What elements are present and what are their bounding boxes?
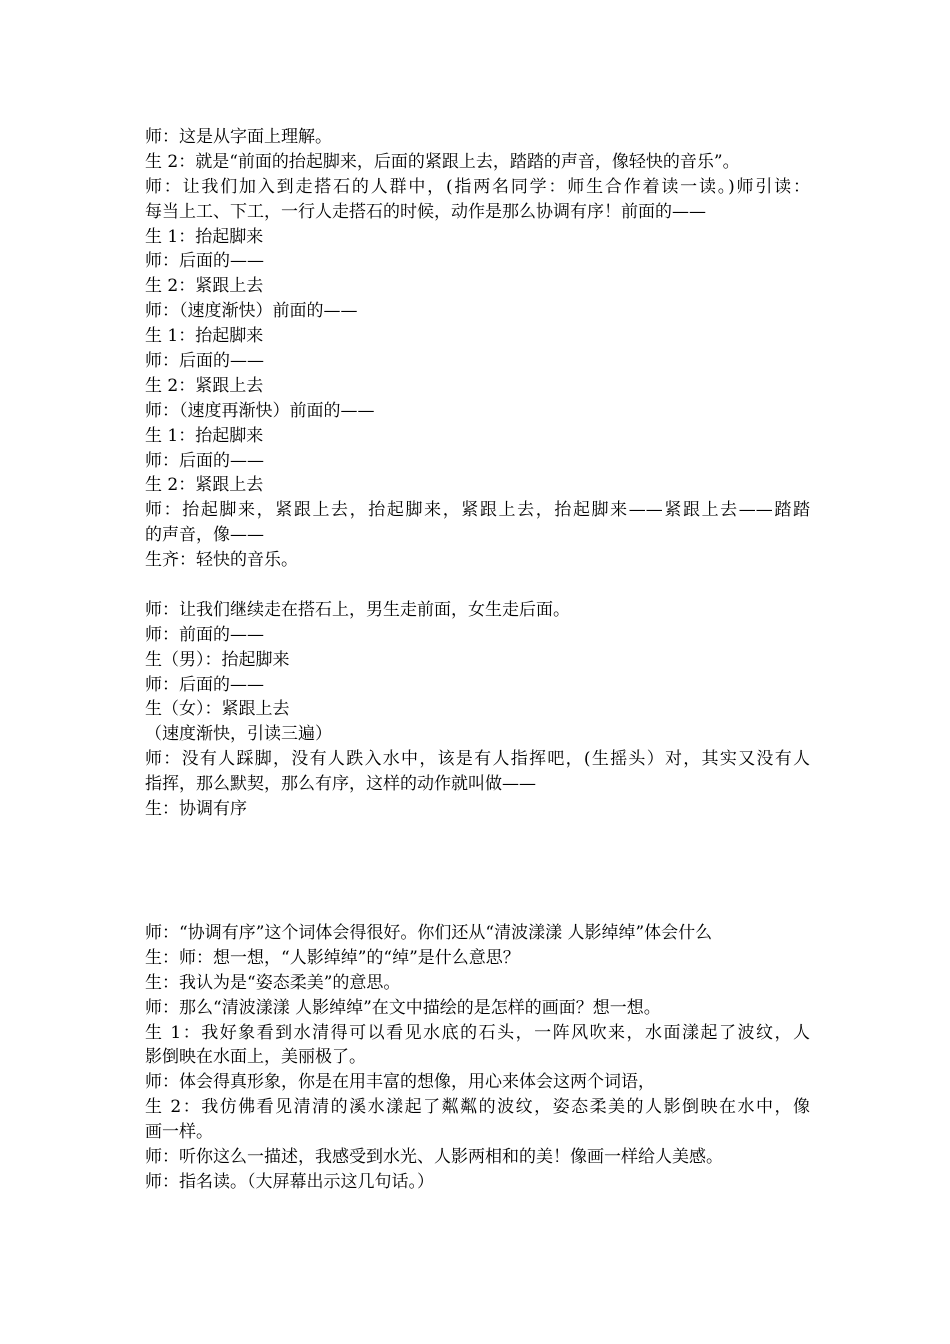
text-line: 师：没有人踩脚，没有人跌入水中，该是有人指挥吧，(生摇头）对，其实又没有人	[145, 749, 810, 770]
text-line: 师：抬起脚来，紧跟上去，抬起脚来，紧跟上去，抬起脚来——紧跟上去——踏踏	[145, 500, 810, 521]
text-line: 师：“协调有序”这个词体会得很好。你们还从“清波漾漾 人影绰绰”体会什么	[145, 923, 713, 943]
text-line: 生 2：就是“前面的抬起脚来，后面的紧跟上去，踏踏的声音，像轻快的音乐”。	[145, 151, 740, 172]
text-line: 师：让我们继续走在搭石上，男生走前面，女生走后面。	[145, 599, 570, 620]
text-line: 师：后面的——	[145, 450, 264, 471]
text-line: 的声音，像——	[145, 525, 264, 546]
text-line: 师：后面的——	[145, 251, 264, 272]
dialogue-section-2	[145, 921, 810, 1195]
text-line: 生（男）：抬起脚来	[145, 649, 290, 670]
text-line: 师：后面的——	[145, 674, 264, 695]
text-line: 画一样。	[145, 1122, 213, 1143]
text-line: 师：听你这么一描述，我感受到水光、人影两相和的美！像画一样给人美感。	[145, 1147, 723, 1168]
text-line: 生 1：抬起脚来	[145, 425, 264, 446]
text-line: 生 1：抬起脚来	[145, 226, 264, 247]
text-line: 生 1：抬起脚来	[145, 326, 264, 347]
text-line: 生：协调有序	[145, 799, 247, 820]
text-line: 师：这是从字面上理解。	[145, 127, 332, 147]
text-line: 生：师：想一想，“人影绰绰”的“绰”是什么意思？	[145, 947, 520, 968]
text-line: 生 2：紧跟上去	[145, 475, 264, 496]
dialogue-section-1	[145, 125, 810, 822]
text-line: 师：让我们加入到走搭石的人群中，(指两名同学：师生合作着读一读。)师引读：	[145, 176, 810, 197]
text-line: 影倒映在水面上，美丽极了。	[145, 1047, 366, 1068]
text-line: 师：体会得真形象，你是在用丰富的想像，用心来体会这两个词语，	[145, 1072, 655, 1093]
text-line: 师：（速度再渐快）前面的——	[145, 400, 375, 421]
text-line: 师：后面的——	[145, 351, 264, 372]
text-line: 师：那么“清波漾漾 人影绰绰”在文中描绘的是怎样的画面？想一想。	[145, 997, 661, 1018]
text-line: 指挥，那么默契，那么有序，这样的动作就叫做——	[145, 774, 536, 795]
text-line: 师：（速度渐快）前面的——	[145, 301, 358, 322]
text-line: 生（女）：紧跟上去	[145, 699, 290, 720]
blank-line	[145, 573, 810, 598]
text-line: 生 2：紧跟上去	[145, 375, 264, 396]
text-line: 生：我认为是“姿态柔美”的意思。	[145, 972, 401, 993]
text-line: 生 2：紧跟上去	[145, 276, 264, 297]
text-line: 生 2：我仿佛看见清清的溪水漾起了粼粼的波纹，姿态柔美的人影倒映在水中，像	[145, 1097, 810, 1118]
text-line: （速度渐快，引读三遍）	[145, 724, 332, 745]
text-line: 生 1：我好象看到水清得可以看见水底的石头，一阵风吹来，水面漾起了波纹，人	[145, 1022, 810, 1043]
text-line: 师：前面的——	[145, 624, 264, 645]
text-line: 每当上工、下工，一行人走搭石的时候，动作是那么协调有序！前面的——	[145, 201, 706, 222]
text-line: 师：指名读。（大屏幕出示这几句话。）	[145, 1171, 434, 1192]
text-line: 生齐：轻快的音乐。	[145, 550, 298, 571]
